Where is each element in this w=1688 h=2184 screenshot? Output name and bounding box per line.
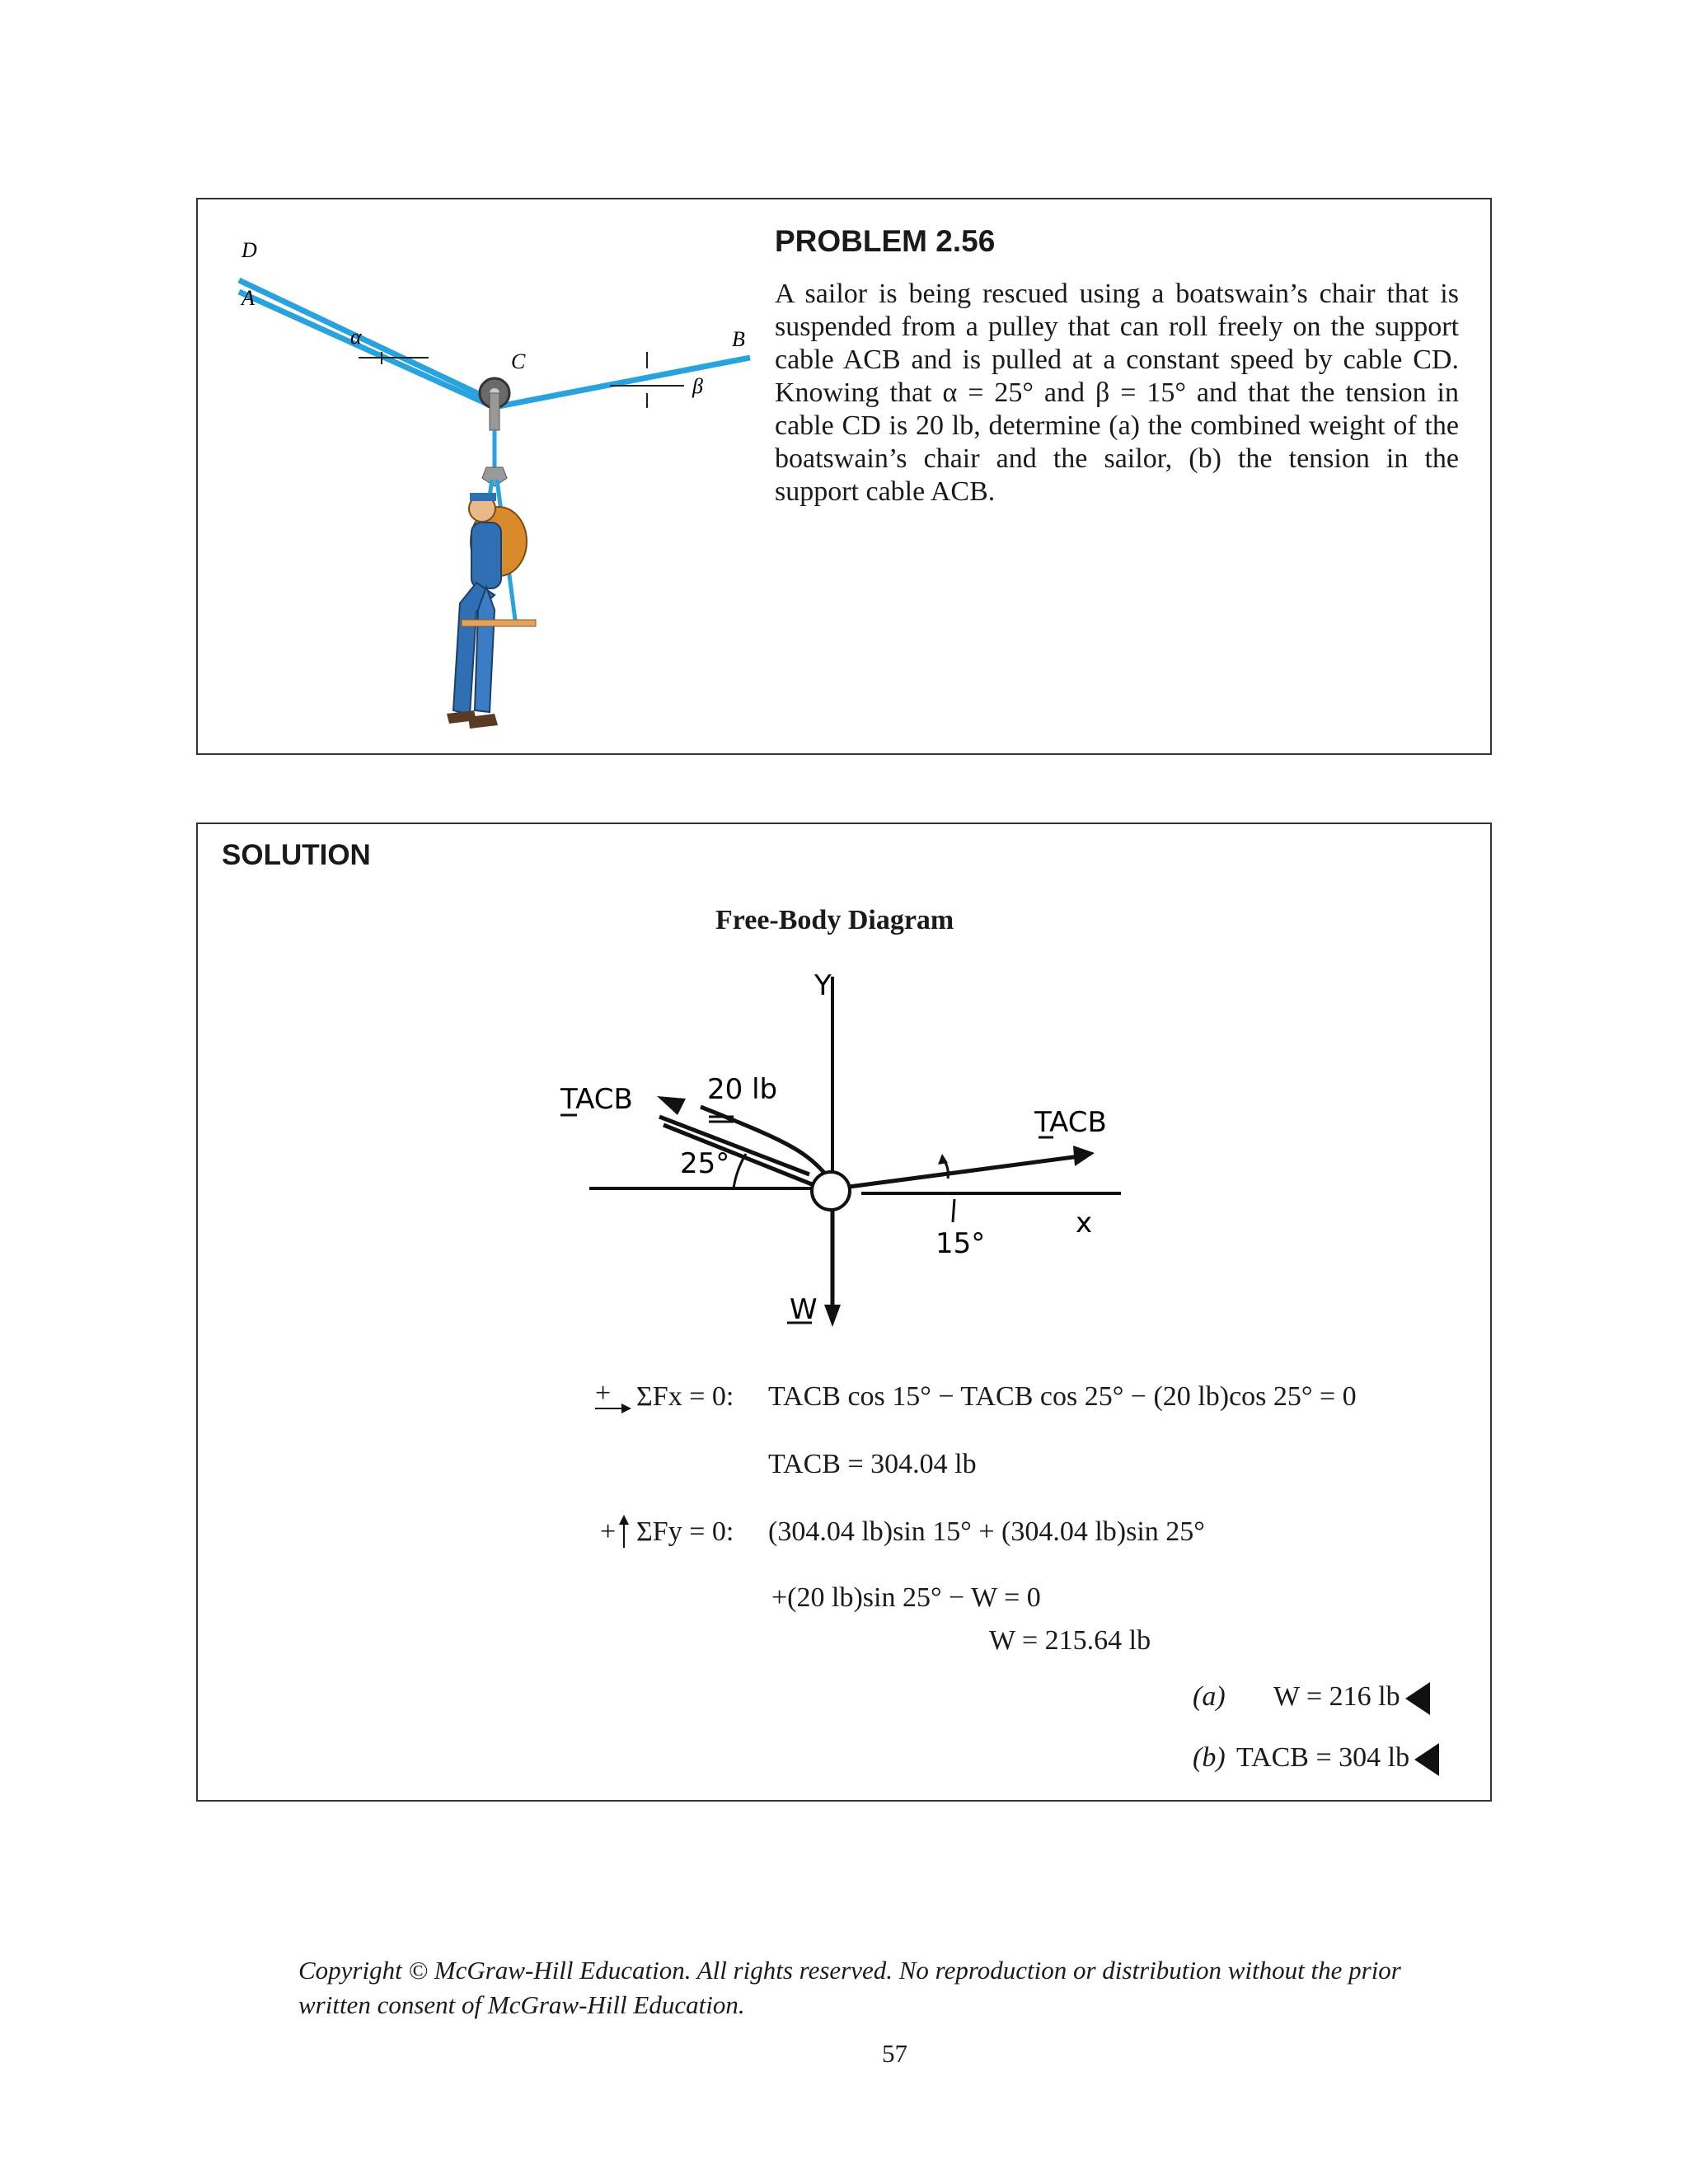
problem-panel	[196, 198, 1492, 755]
copyright-line-2: written consent of McGraw-Hill Education.	[298, 1990, 745, 2019]
label-alpha: α	[350, 325, 362, 349]
answer-b-label: (b)	[1193, 1742, 1226, 1773]
label-d: D	[241, 238, 257, 262]
fbd-title: Free-Body Diagram	[715, 905, 954, 935]
pulley-circle	[812, 1172, 850, 1210]
force-arrow-tacb-left	[657, 1096, 686, 1115]
sum-fy-lhs: ΣFy = 0:	[636, 1516, 734, 1547]
answer-marker-icon	[1414, 1743, 1439, 1776]
sum-fx-equation: TACB cos 15° − TACB cos 25° − (20 lb)cos 25° = 0	[768, 1381, 1357, 1412]
label-20lb: 20 lb	[707, 1073, 778, 1106]
label-c: C	[511, 349, 526, 373]
solution-title: SOLUTION	[222, 839, 371, 871]
label-x-axis: x	[1076, 1207, 1093, 1240]
problem-statement: A sailor is being rescued using a boatswain’s chair that is suspended from a pulley that can roll freely on the support cable ACB and is pulled at a constant speed by cable CD. Knowing that α = 25° and β = 15° and that the tension in cable CD is 20 lb, determine (a) the combined weight of the boatswain’s chair and the sailor, (b) the tension in the support cable ACB.	[775, 279, 1459, 507]
label-b: B	[732, 327, 745, 351]
solution-panel	[196, 823, 1492, 1802]
right-arrow-icon	[595, 1403, 632, 1414]
sum-fy-equation-cont: +(20 lb)sin 25° − W = 0	[771, 1582, 1041, 1613]
label-25deg: 25°	[680, 1147, 730, 1180]
sum-fy-sign: +	[600, 1516, 617, 1547]
cable-ac	[239, 292, 495, 407]
tacb-result: TACB = 304.04 lb	[768, 1449, 977, 1479]
page-number: 57	[882, 2039, 907, 2068]
answer-a-label: (a)	[1193, 1681, 1226, 1712]
label-weight: W	[790, 1293, 818, 1326]
answer-a	[1273, 1681, 1430, 1715]
copyright-line-1: Copyright © McGraw-Hill Education. All rights reserved. No reproduction or distribution without the prior	[298, 1956, 1401, 1985]
sum-fy-equation: (304.04 lb)sin 15° + (304.04 lb)sin 25°	[768, 1516, 1205, 1547]
label-a: A	[241, 286, 255, 310]
answer-b-value: TACB = 304 lb	[1236, 1742, 1410, 1773]
up-arrow-icon	[618, 1515, 630, 1548]
sum-fx-sign: +	[595, 1378, 612, 1408]
weight-arrow	[824, 1305, 841, 1327]
label-15deg: 15°	[935, 1227, 986, 1260]
problem-title: PROBLEM 2.56	[775, 224, 996, 258]
cable-cb	[495, 358, 750, 407]
force-arrow-tacb-right	[1073, 1146, 1095, 1166]
label-tacb-left: TACB	[560, 1083, 633, 1116]
answer-marker-icon	[1405, 1682, 1430, 1715]
sum-fx-lhs: ΣFx = 0:	[636, 1381, 734, 1412]
sailor-illustration	[447, 493, 536, 729]
label-y-axis: Y	[814, 969, 832, 1002]
label-tacb-right: TACB	[1034, 1106, 1107, 1139]
free-body-diagram	[462, 960, 1228, 1356]
label-beta: β	[692, 374, 703, 398]
answer-a-value: W = 216 lb	[1273, 1681, 1400, 1712]
w-result: W = 215.64 lb	[989, 1625, 1151, 1656]
answer-b	[1236, 1742, 1439, 1776]
copyright-notice	[298, 1953, 1401, 2022]
sailor-pulley-figure	[214, 216, 758, 743]
cable-cd	[239, 280, 495, 401]
